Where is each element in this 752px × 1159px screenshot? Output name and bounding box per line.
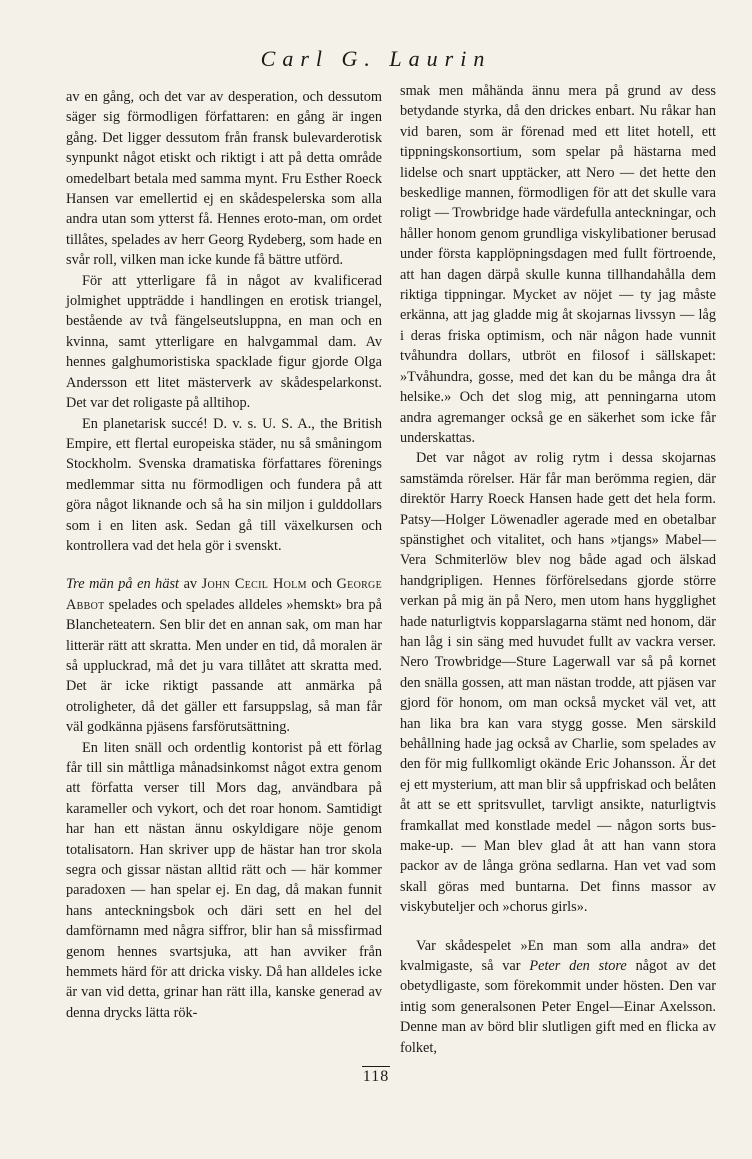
- text-fragment: av: [179, 576, 202, 593]
- paragraph: [400, 936, 716, 1058]
- running-header: Carl G. Laurin: [260, 46, 492, 71]
- paragraph: [66, 574, 382, 737]
- paragraph: Det var något av rolig rytm i dessa skojarnas samstämda rörelser. Här får man berömma regien, där direktör Harry Roeck Hansen hade gett det hela form. Patsy—Holger Löwenadler agerade med en obetalbar spänstighet och vitalitet, och hans »tjangs» Mabel—Vera Schmiterlöw blev nog både agad och älskad handgripligen. Hennes förförelsedans gjorde större verkan på mig än på Nero, men utom hans hygglighet hade naturligtvis kopparslagarna stämt ned honom, där han låg i sin säng med huvudet fullt av vackra verser. Nero Trowbridge—Sture Lagerwall var så på kornet den snälla gossen, att man nästan trodde, att pjäsen var gjord för honom, om man också mycket väl vet, att han lika bra kan vara stygg gosse. Men särskild behållning hade jag också av Charlie, som spelades av den för mig fullkomligt okände Eric Johansson. Är det ej ett mysterium, att man blir så uppfriskad och belåten åt att se ett spritsvullet, tarvligt ansikte, naturligtvis framkallat med konstlade medel — någon sorts bus-make-up. — Man blev glad åt att han vann stora packor av de långa gröna sedlarna. Han vet vad som skall göras med buntarna. Det finns massor av viskybuteljer och »chorus girls».: [400, 450, 716, 916]
- folio-rule: [362, 1066, 390, 1067]
- page-number: 118: [362, 1068, 390, 1085]
- left-column: [66, 87, 382, 1023]
- right-column: [400, 81, 716, 1058]
- text-fragment: spelades och spelades alldeles »hemskt» bra på Blancheteatern. Sen blir det en annan sak, om man har litterär rätt att skratta. Men under en tid, då moralen är så uppluckrad, må det ju vara tillåtet att skratta med. Det är icke riktigt passande att anmärka på otroligheter, då det gäller ett farsuppslag, så man får väl godkänna pjäsens farsförutsättning.: [66, 596, 382, 736]
- play-title: Tre män på en häst: [66, 576, 180, 593]
- text-fragment: något av det obetydligaste, som förekommit under hösten. Den var intig som generalsonen Peter Engel—Einar Axelsson. Denne man av börd blir slutligen gift med en flicka av folket,: [400, 958, 716, 1056]
- paragraph: En liten snäll och ordentlig kontorist på ett förlag får till sin måttliga månadsinkomst något extra genom att författa verser till Mors dag, användbara på karameller och vykort, och det roar honom. Samtidigt har han ett nästan ännu oskyldigare nöje genom totalisatorn. Han skriver upp de hästar han tror skola segra och gissar nästan alltid rätt och — här kommer paradoxen — han spelar ej. En dag, då makan funnit hans anteckningsbok och däri sett en hel del damförnamn med några siffror, blir han så missfirmad genom hennes svartsjuka, att han avviker från hemmets härd för att dricka visky. Då han alldeles icke är van vid detta, grinar han rätt illa, kanske generad av denna drycks lätta rök-: [66, 739, 382, 1021]
- paragraph: För att ytterligare få in något av kvalificerad jolmighet uppträdde i handlingen en erotisk triangel, bestående av två fängelseutsluppna, en man och en kvinna, samt ytterligare en halvgammal dam. Av hennes galghumoristiska spacklade figur gjorde Olga Andersson ett litet mästerverk av skådespelarkonst. Det var det roligaste på alltihop.: [66, 272, 382, 412]
- play-title: Peter den store: [529, 958, 627, 975]
- author-name: John Cecil Holm: [201, 576, 307, 593]
- paragraph: En planetarisk succé! D. v. s. U. S. A., the British Empire, ett flertal europeiska städer, nu så småningom Stockholm. Svenska dramatiska författares förenings medlemmar sitta nu förmodligen och fundera på att göra något liknande och så ha sin miljon i gulddollars som i en liten ask. Sedan gå till växelkursen och kontrollera vad det hela gör i svenskt.: [66, 415, 382, 554]
- paragraph: smak men måhända ännu mera på grund av dess betydande styrka, då den drickes enbart. Nu råkar han vid baren, som är förenad med ett litet hotell, ett tippningskonsortium, som spelar på hästarna med lidelse och snart upptäcker, att Nero — det hette den beskedlige mannen, förmodligen för att det skulle vara roligt — Trowbridge hade värdefulla anteckningar, och håller honom genom grundliga viskylibationer berusad under första kapplöpningsdagen med fullt förtroende, att han dagen därpå skulle kunna tillhandahålla dem riktiga tippningar. Mycket av nöjet — ty jag måste erkänna, att jag gladde mig åt skojarnas livssyn — låg i deras friska optimism, och när någon hade vunnit tvåhundra dollars, utbröt en filosof i sällskapet: »Tvåhundra, gosse, med det kan du be många dra åt helsike.» Och det slog mig, att penningarna utom andra agremanger också ge en säkerhet som icke får underskattas.: [400, 83, 716, 446]
- author-name: George Abbot: [66, 576, 382, 613]
- text-fragment: och: [306, 576, 337, 593]
- text-fragment: Var skådespelet »En man som alla andra» det kvalmigaste, så var: [400, 937, 716, 975]
- paragraph: av en gång, och det var av desperation, och dessutom säger sig förmodligen författaren: en gång är ingen gång. Det ligger dessutom från fransk bulevarderotisk synpunkt något etiskt och riktigt i att på detta område omedelbart betala med samma mynt. Fru Esther Roeck Hansen var emellertid ej en skådespelerska som alla andra utan som ytterst få. Hennes eroto-man, om ordet tillåtes, spelades av herr Georg Rydeberg, som hade en svår roll, vilken man icke kunde få bättre utförd.: [66, 89, 382, 269]
